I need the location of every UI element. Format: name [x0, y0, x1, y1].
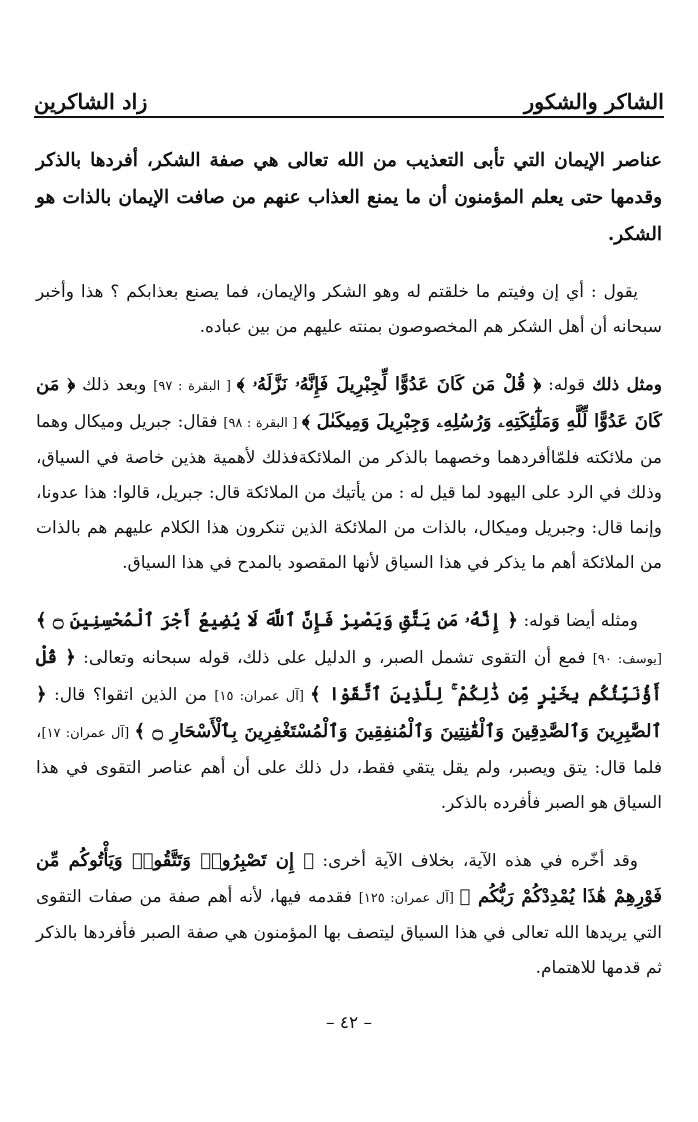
verse-reference: [ البقرة : ٩٨]	[223, 416, 303, 431]
text-run: وقد أخّره في هذه الآية، بخلاف الآية أخرى:	[314, 851, 638, 871]
verse-reference: [يوسف: ٩٠]	[592, 652, 662, 667]
paragraph-1: عناصر الإيمان التي تأبى التعذيب من الله تعالى هي صفة الشكر، أفردها بالذكر وقدمها حتى يعلم المؤمنون أن ما يمنع العذاب عنهم من صافت الإيمان بالذات هو الشكر.	[36, 150, 662, 245]
quran-verse: ﴿ قُلْ أَؤُنَبِّئُكُم بِخَيْرٍ مِّن ذَٰلِكُمْ ۚ لِلَّذِينَ ٱتَّقَوْا ﴾	[36, 647, 662, 705]
paragraph-4	[36, 603, 662, 821]
header-chapter-title: الشاكر والشكور	[524, 89, 664, 114]
text-run: من الذين اتقوا؟ قال:	[46, 685, 215, 705]
text-run: فقدمه فيها، لأنه أهم صفة من صفات التقوى التي يريدها الله تعالى في هذا السياق ليتصف بها المؤمنون هي صفة الصبر فأفردها بالذكر ثم قدمها للاهتمام.	[36, 887, 662, 978]
paragraph-2: يقول : أي إن وفيتم ما خلقتم له وهو الشكر والإيمان، فما يصنع بعذابكم ؟ هذا وأخبر سبحانه أن أهل الشكر هم المخصوصون بمنته عليهم من بين عباده.	[36, 282, 662, 337]
quran-verse: ﴿ مَن كَانَ عَدُوًّا لِّلَّهِ وَمَلَٰٓئِكَتِهِۦ وَرُسُلِهِۦ وَجِبْرِيلَ وَمِيكَىٰلَ ﴾	[36, 374, 662, 432]
verse-reference: [آل عمران: ١٥]	[214, 689, 311, 704]
text-run: وبعد ذلك	[75, 375, 154, 395]
text-run: ومثله أيضا قوله:	[517, 611, 638, 631]
page-number: – ٤٢ –	[325, 1013, 373, 1033]
paragraph-3	[36, 367, 662, 581]
running-header	[34, 84, 664, 118]
verse-reference: [آل عمران: ١٧]	[41, 726, 135, 741]
quran-verse: ﴿ قُلْ مَن كَانَ عَدُوًّا لِّجِبْرِيلَ فَإِنَّهُۥ نَزَّلَهُۥ ﴾	[236, 374, 542, 395]
paragraph-5	[36, 843, 662, 986]
verse-reference: [ البقرة : ٩٧]	[153, 379, 237, 394]
lead-in-phrase: ومثل ذلك	[592, 375, 662, 395]
text-run: فقال: جبريل وميكال وهما من ملائكته فلمّاأفردهما وخصهما بالذكر من الملائكةفذلك لأهمية هذين خاصة في السياق، وذلك في الرد على اليهود لما قيل له : من يأتيك من الملائكة قال: جبريل، قالوا: هذا عدونا، وإنما قال: وجبريل وميكال، بالذات من الملائكة الذين تنكرون هذا الكلام عليهم هم بالذات من الملائكة أهم ما يذكر في هذا السياق لأنها المقصود بالمدح في هذا السياق.	[36, 412, 662, 573]
text-run: قوله:	[541, 375, 593, 395]
quran-verse: ﴿ إِن تَصْبِرُوا۟ وَتَتَّقُوا۟ وَيَأْتُوكُم مِّن فَوْرِهِمْ هَٰذَا يُمْدِدْكُمْ رَبُّكُم ﴾	[36, 850, 663, 907]
verse-reference: [آل عمران: ١٢٥]	[358, 891, 460, 906]
text-run: ، فلما قال: يتق ويصبر، ولم يقل يتقي فقط، دل ذلك على أن أهم عناصر التقوى في هذا السياق هو الصبر فأفرده بالذكر.	[36, 722, 662, 813]
text-run: فمع أن التقوى تشمل الصبر، و الدليل على ذلك، قوله سبحانه وتعالى:	[75, 648, 593, 668]
header-book-title: زاد الشاكرين	[34, 89, 148, 114]
quran-verse: ﴿ ٱلصَّٰبِرِينَ وَٱلصَّٰدِقِينَ وَٱلْقَٰنِتِينَ وَٱلْمُنفِقِينَ وَٱلْمُسْتَغْفِرِينَ بِٱلْأَسْحَارِ ۝ ﴾	[36, 684, 662, 742]
quran-verse: ﴿ إِنَّهُۥ مَن يَتَّقِ وَيَصْبِرْ فَإِنَّ ٱللَّهَ لَا يُضِيعُ أَجْرَ ٱلْمُحْسِنِينَ ۝ ﴾	[36, 610, 518, 631]
page-body	[36, 142, 662, 986]
